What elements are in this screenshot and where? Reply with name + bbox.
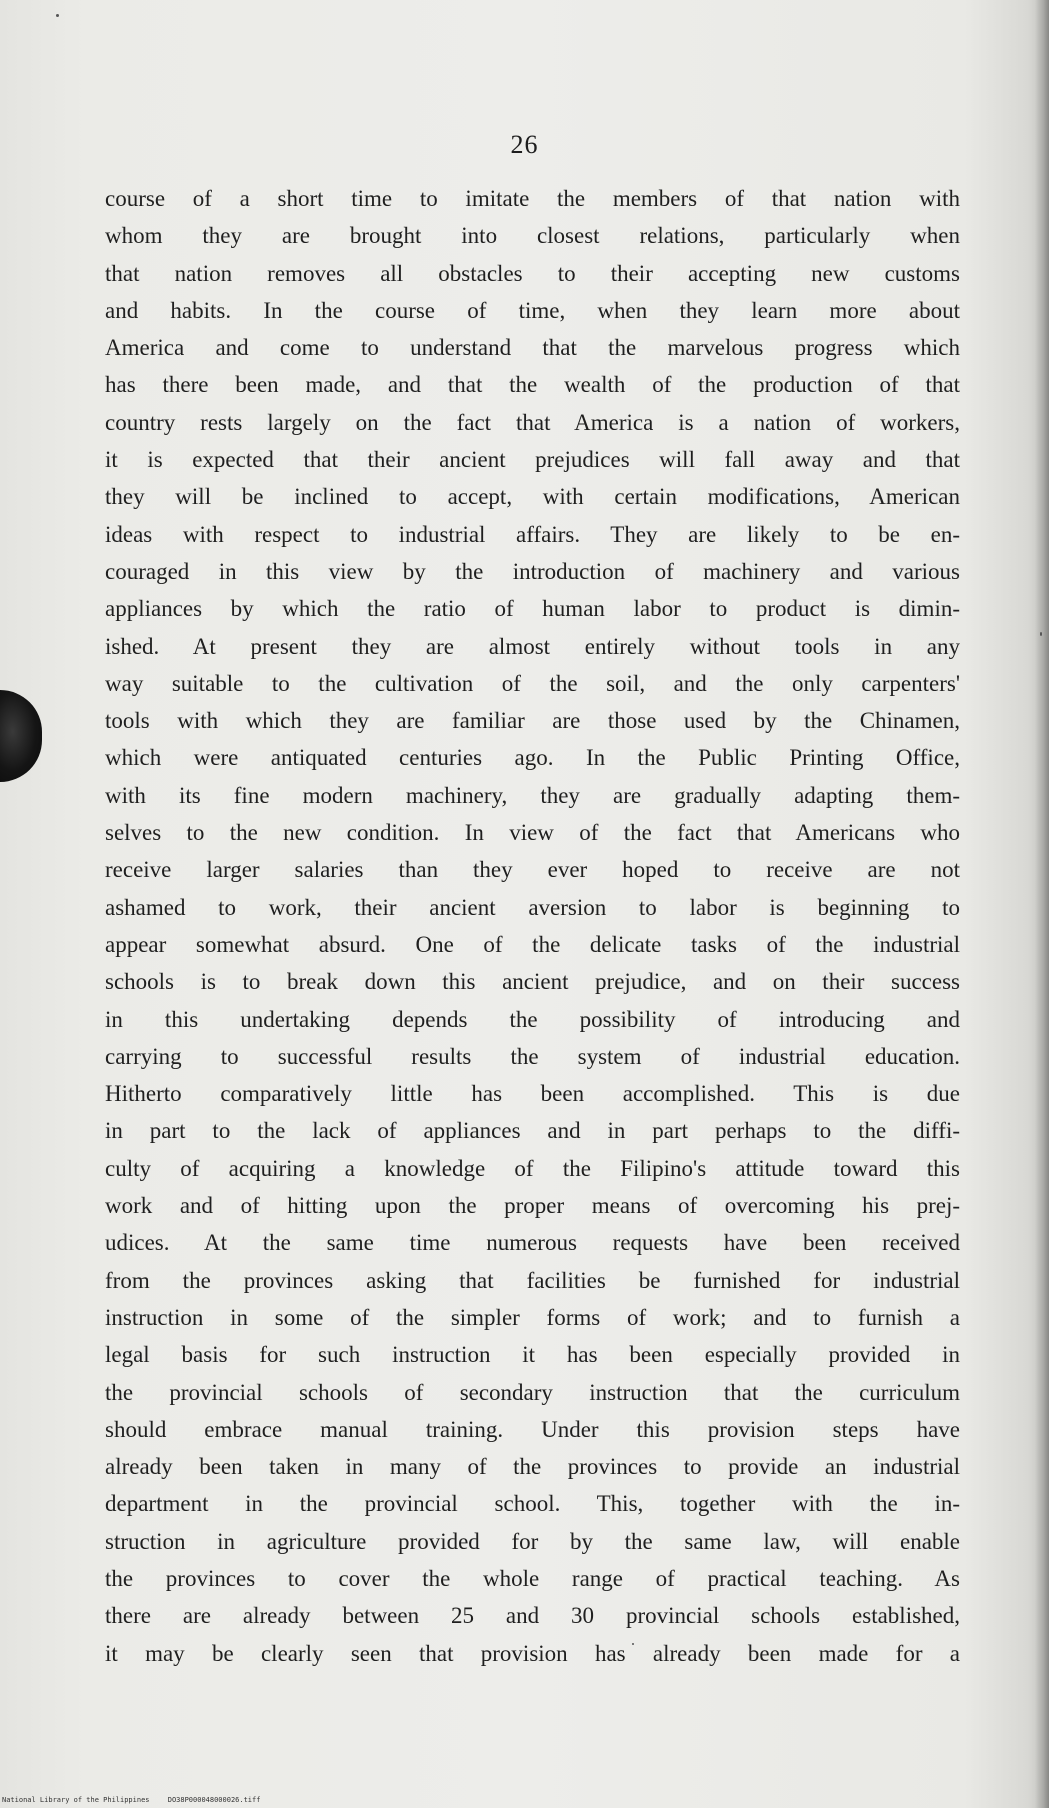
text-line: carrying to successful results the system of industrial education.: [105, 1043, 960, 1069]
text-line: couraged in this view by the introduction of machinery and various: [105, 558, 960, 584]
text-line: in part to the lack of appliances and in part perhaps to the diffi-: [105, 1118, 960, 1144]
text-line: has there been made, and that the wealth of the production of that: [105, 372, 960, 398]
page-number: 26: [510, 130, 539, 159]
text-line: and habits. In the course of time, when they learn more about: [105, 297, 960, 323]
text-line: it is expected that their ancient prejudices will fall away and that: [105, 447, 960, 473]
text-line: udices. At the same time numerous requests have been received: [105, 1230, 960, 1256]
text-line: struction in agriculture provided for by the same law, will enable: [105, 1528, 960, 1554]
text-line: tools with which they are familiar are those used by the Chinamen,: [105, 708, 960, 734]
text-line: already been taken in many of the provinces to provide an industrial: [105, 1454, 960, 1480]
text-line: culty of acquiring a knowledge of the Filipino's attitude toward this: [105, 1155, 960, 1181]
text-line: with its fine modern machinery, they are gradually adapting them-: [105, 782, 960, 808]
text-line: should embrace manual training. Under this provision steps have: [105, 1416, 960, 1442]
text-line: receive larger salaries than they ever hoped to receive are not: [105, 857, 960, 883]
text-line: selves to the new condition. In view of the fact that Americans who: [105, 820, 960, 846]
text-line: schools is to break down this ancient prejudice, and on their success: [105, 969, 960, 995]
text-line: which were antiquated centuries ago. In the Public Printing Office,: [105, 745, 960, 771]
text-line: ashamed to work, their ancient aversion to labor is beginning to: [105, 894, 960, 920]
text-line: appear somewhat absurd. One of the delicate tasks of the industrial: [105, 931, 960, 957]
text-line: course of a short time to imitate the members of that nation with: [105, 186, 960, 211]
binding-hole: [0, 690, 42, 782]
text-line: from the provinces asking that facilities be furnished for industrial: [105, 1267, 960, 1293]
footer-library: National Library of the Philippines: [2, 1796, 150, 1804]
text-line: legal basis for such instruction it has been especially provided in: [105, 1342, 960, 1368]
text-line: appliances by which the ratio of human labor to product is dimin-: [105, 596, 960, 622]
dust-speck: [56, 14, 59, 17]
text-line: instruction in some of the simpler forms of work; and to furnish a: [105, 1304, 960, 1330]
text-line: in this undertaking depends the possibility of introducing and: [105, 1006, 960, 1032]
text-line: it may be clearly seen that provision has already been made for a: [105, 1640, 960, 1666]
text-line: the provincial schools of secondary instruction that the curriculum: [105, 1379, 960, 1405]
footer-filename: DO38P000048000026.tiff: [167, 1796, 261, 1804]
text-line: country rests largely on the fact that America is a nation of workers,: [105, 409, 960, 435]
text-line: department in the provincial school. This, together with the in-: [105, 1491, 960, 1517]
text-line: the provinces to cover the whole range of practical teaching. As: [105, 1565, 960, 1591]
text-line: work and of hitting upon the proper means of overcoming his prej-: [105, 1193, 960, 1219]
text-line: ished. At present they are almost entirely without tools in any: [105, 633, 960, 659]
text-line: Hitherto comparatively little has been accomplished. This is due: [105, 1081, 960, 1107]
body-text: [105, 180, 960, 1672]
text-line: way suitable to the cultivation of the soil, and the only carpenters': [105, 670, 960, 696]
dust-speck: [1040, 632, 1042, 636]
text-line: America and come to understand that the marvelous progress which: [105, 335, 960, 361]
text-line: there are already between 25 and 30 provincial schools established,: [105, 1603, 960, 1629]
page-edge-shadow: [1035, 0, 1049, 1808]
text-line: ideas with respect to industrial affairs. They are likely to be en-: [105, 521, 960, 547]
text-line: that nation removes all obstacles to their accepting new customs: [105, 260, 960, 286]
text-line: whom they are brought into closest relations, particularly when: [105, 223, 960, 249]
scan-footer: [2, 1796, 274, 1804]
text-line: they will be inclined to accept, with certain modifications, American: [105, 484, 960, 510]
